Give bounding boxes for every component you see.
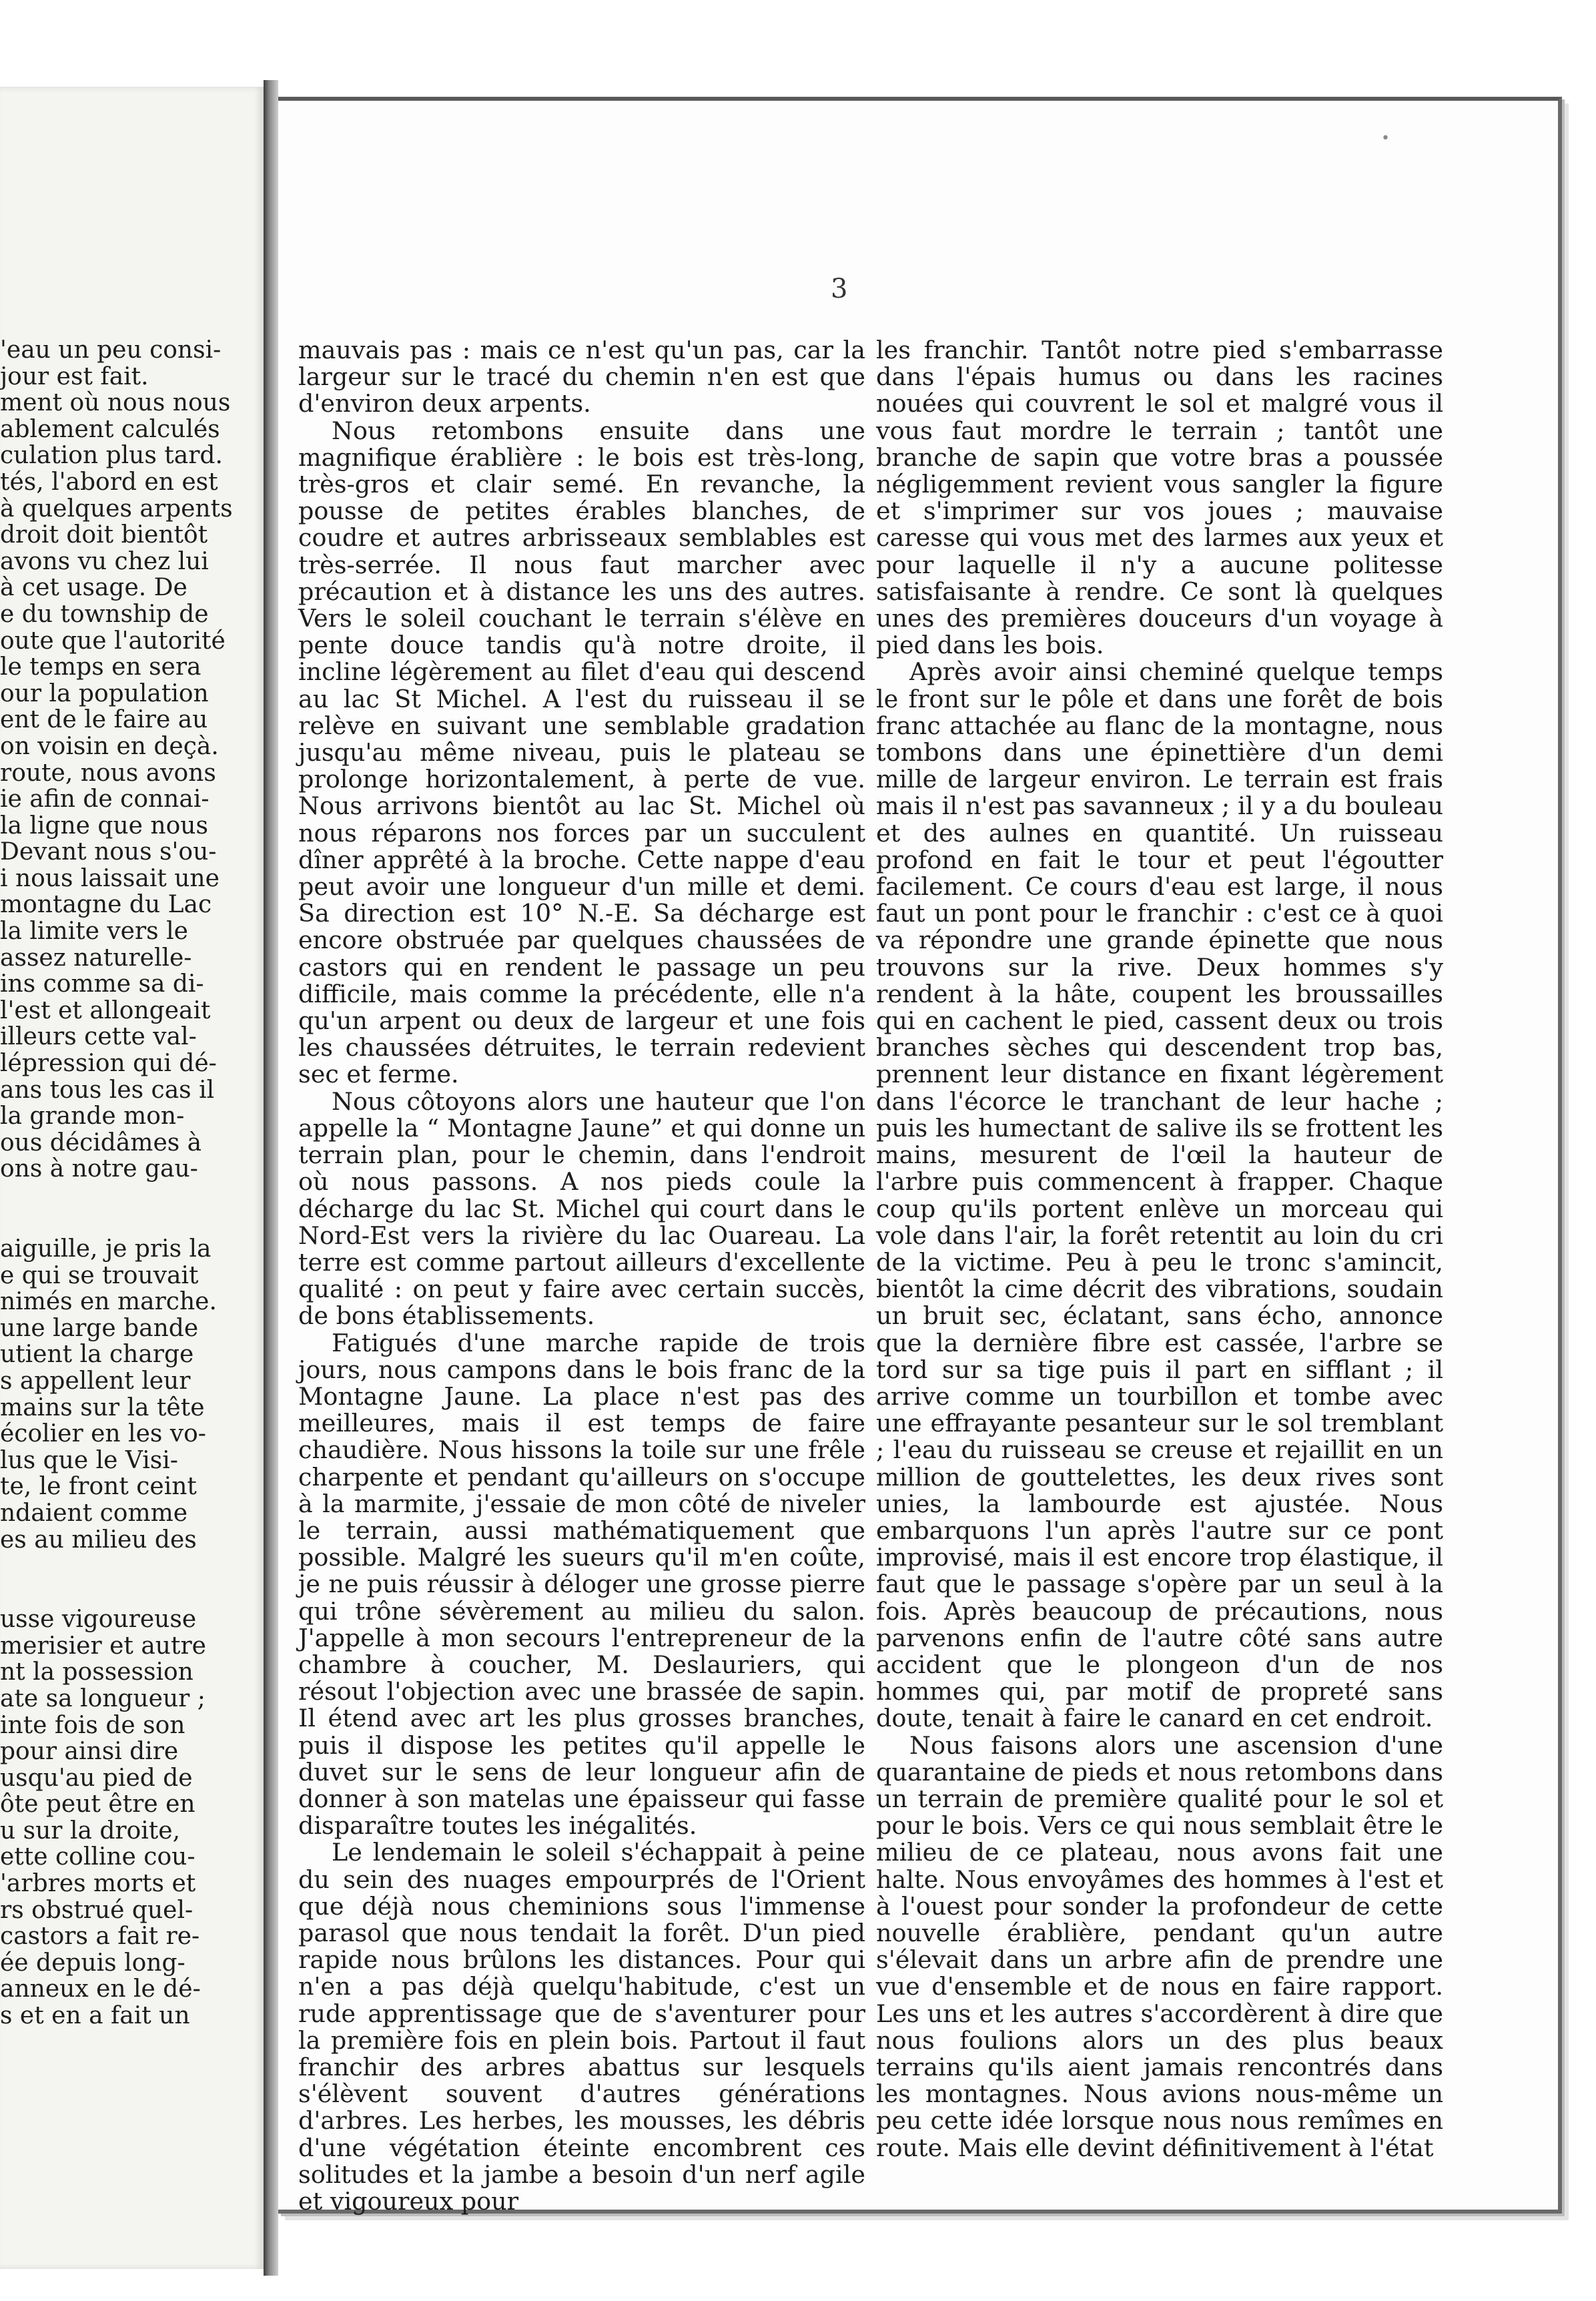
text-line: ndaient comme (0, 1499, 188, 1527)
paragraph: Fatigués d'une marche rapide de trois jours, nous campons dans le bois franc de la Montagne Jaune. La place n'est pas des meilleures, mais il est temps de faire chaudière. Nous hissons la toile sur une frêle charpente et pendant qu'ailleurs on s'occupe à la marmite, j'essaie de mon côté de niveler le terrain, aussi mathématiquement que possible. Malgré les sueurs qu'il m'en coûte, je ne puis réussir à déloger une grosse pierre qui trône sévèrement au milieu du salon. J'appelle à mon secours l'entrepreneur de la chambre à coucher, M. Deslauriers, qui résout l'objection avec une brassée de sapin. Il étend avec art les plus grosses branches, puis il dispose les petites qu'il appelle le duvet sur le sens de leur longueur afin de donner à son matelas une épaisseur qui fasse disparaître toutes les inégalités. (298, 1328, 865, 1841)
text-line: ment où nous nous (0, 389, 231, 417)
text-line: i nous laissait une (0, 864, 220, 892)
text-line: assez naturelle- (0, 944, 192, 972)
text-line: lus que le Visi- (0, 1446, 178, 1474)
paragraph-gap (0, 1553, 204, 1606)
text-line: ent de le faire au (0, 706, 208, 734)
text-line: la ligne que nous (0, 811, 208, 840)
paragraph: mauvais pas : mais ce n'est qu'un pas, car la largeur sur le tracé du chemin n'en est que d'environ deux arpents. (298, 336, 865, 418)
text-line: e du township de (0, 600, 209, 628)
text-line: écolier en les vo- (0, 1420, 206, 1448)
text-line: ons à notre gau- (0, 1155, 198, 1183)
text-line: droit doit bientôt (0, 521, 208, 549)
text-line: 'eau un peu consi- (0, 336, 222, 364)
text-line: à cet usage. De (0, 574, 187, 602)
text-line: pour ainsi dire (0, 1738, 179, 1766)
text-line: montagne du Lac (0, 891, 212, 919)
previous-page-fragment (0, 87, 264, 2269)
text-line: te, le front ceint (0, 1473, 197, 1501)
text-line: culation plus tard. (0, 442, 223, 470)
text-line: anneux en le dé- (0, 1975, 201, 2003)
paragraph: Nous faisons alors une ascension d'une quarantaine de pieds et nous retombons dans un terrain de première qualité pour le sol et pour le bois. Vers ce qui nous semblait être le milieu de ce plateau, nous avons fait une halte. Nous envoyâmes des hommes à l'est et à l'ouest pour sonder la profondeur de cette nouvelle érablière, pendant qu'un autre s'élevait dans un arbre afin de prendre une vue d'ensemble et de nous en faire rapport. Les uns et les autres s'accordèrent à dire que nous foulions alors un des plus beaux terrains qu'ils aient jamais rencontrés dans les montagnes. Nous avions nous-même un peu cette idée lorsque nous nous remîmes en route. Mais elle devint définitivement à l'état (876, 1730, 1443, 2162)
text-line: le temps en sera (0, 653, 202, 681)
text-line: une large bande (0, 1314, 199, 1342)
text-line: e qui se trouvait (0, 1261, 199, 1289)
text-line: es au milieu des (0, 1526, 197, 1554)
previous-page-text (0, 336, 233, 2030)
text-line: usqu'au pied de (0, 1764, 193, 1792)
paragraph: Nous côtoyons alors une hauteur que l'on appelle la “ Montagne Jaune” et qui donne un terrain plan, pour le chemin, dans l'endroit où nous passons. A nos pieds coule la décharge du lac St. Michel qui court dans le Nord-Est vers la rivière du lac Ouareau. La terre est comme partout ailleurs d'excellente qualité : on peut y faire avec certain succès, de bons établissements. (298, 1086, 865, 1331)
text-line: s et en a fait un (0, 2002, 190, 2030)
text-line: jour est fait. (0, 362, 149, 390)
book-gutter (264, 80, 278, 2276)
text-line: lépression qui dé- (0, 1050, 217, 1078)
text-line: nt la possession (0, 1658, 193, 1686)
text-line: ins comme sa di- (0, 970, 204, 998)
text-line: mains sur la tête (0, 1393, 205, 1421)
text-line: ette colline cou- (0, 1843, 195, 1871)
text-line: ous décidâmes à (0, 1128, 202, 1157)
text-line: merisier et autre (0, 1632, 206, 1660)
text-line: ôte peut être en (0, 1790, 195, 1819)
text-line: aiguille, je pris la (0, 1235, 212, 1263)
paragraph-gap (0, 1183, 204, 1236)
text-line: avons vu chez lui (0, 547, 209, 575)
text-line: 'arbres morts et (0, 1870, 196, 1898)
text-column-right (876, 337, 1443, 2162)
text-line: u sur la droite, (0, 1817, 181, 1845)
text-line: à quelques arpents (0, 495, 233, 523)
text-line: utient la charge (0, 1341, 194, 1369)
text-line: rs obstrué quel- (0, 1896, 193, 1924)
text-line: castors a fait re- (0, 1923, 200, 1951)
text-line: la limite vers le (0, 918, 188, 946)
text-line: nimés en marche. (0, 1288, 217, 1316)
text-line: illeurs cette val- (0, 1023, 197, 1051)
text-line: oute que l'autorité (0, 627, 226, 655)
paragraph: Après avoir ainsi cheminé quelque temps le front sur le pôle et dans une forêt de bois franc attachée au flanc de la montagne, nous tombons dans une épinettière d'un demi mille de largeur environ. Le terrain est frais mais il n'est pas savanneux ; il y a du bouleau et des aulnes en quantité. Un ruisseau profond en fait le tour et peut l'égoutter facilement. Ce cours d'eau est large, il nous faut un pont pour le franchir : c'est ce à quoi va répondre une grande épinette que nous trouvons sur la rive. Deux hommes s'y rendent à la hâte, coupent les broussailles qui en cachent le pied, cassent deux ou trois branches sèches qui descendent trop bas, prennent leur distance en fixant légèrement dans l'écorce le tranchant de leur hache ; puis les humectant de salive ils se frottent les mains, mesurent de l'œil la hauteur de l'arbre puis commencent à frapper. Chaque coup qu'ils portent enlève un morceau qui vole dans l'air, la forêt retentit au loin du cri de la victime. Peu à peu le tronc s'amincit, bientôt la cime décrit des vibrations, soudain un bruit sec, éclatant, sans écho, annonce que la dernière fibre est cassée, l'arbre se tord sur sa tige puis il part en sifflant ; il arrive comme un tourbillon et tombe avec une effrayante pesanteur sur le sol tremblant ; l'eau du ruisseau se creuse et rejaillit en un million de gouttelettes, les deux rives sont unies, la lambourde est ajustée. Nous embarquons l'un après l'autre sur ce pont improvisé, mais il est encore trop élastique, il faut que le passage s'opère par un seul à la fois. Après beaucoup de précautions, nous parvenons enfin de l'autre côté sans autre accident que le plongeon d'un de nos hommes qui, par motif de propreté sans doute, tenait à faire le canard en cet endroit. (876, 657, 1443, 1733)
text-line: ée depuis long- (0, 1949, 185, 1977)
text-line: la grande mon- (0, 1102, 185, 1130)
text-line: Devant nous s'ou- (0, 838, 217, 866)
text-line: ans tous les cas il (0, 1076, 215, 1104)
page-number: 3 (831, 274, 848, 304)
text-line: on voisin en deçà. (0, 732, 219, 760)
paragraph: Nous retombons ensuite dans une magnifique érablière : le bois est très-long, très-gros et clair semé. En revanche, la pousse de petites érables blanches, de coudre et autres arbrisseaux semblables est très-serrée. Il nous faut marcher avec précaution et à distance les uns des autres. Vers le soleil couchant le terrain s'élève en pente douce tandis qu'à notre droite, il incline légèrement au filet d'eau qui descend au lac St Michel. A l'est du ruisseau il se relève en suivant une semblable gradation jusqu'au même niveau, puis le plateau se prolonge horizontalement, à perte de vue. Nous arrivons bientôt au lac St. Michel où nous réparons nos forces par un succulent dîner apprêté à la broche. Cette nappe d'eau peut avoir une longueur d'un mille et demi. Sa direction est 10° N.-E. Sa décharge est encore obstruée par quelques chaussées de castors qui en rendent le passage un peu difficile, mais comme la précédente, elle n'a qu'un arpent ou deux de largeur et une fois les chaussées détruites, le terrain redevient sec et ferme. (298, 416, 865, 1089)
text-line: ie afin de connai- (0, 785, 210, 813)
text-line: ate sa longueur ; (0, 1684, 206, 1712)
text-line: s appellent leur (0, 1367, 191, 1395)
text-line: tés, l'abord en est (0, 468, 218, 496)
text-line: l'est et allongeait (0, 996, 211, 1024)
text-line: our la population (0, 679, 209, 707)
paragraph: les franchir. Tantôt notre pied s'embarrasse dans l'épais humus ou dans les racines nouées qui couvrent le sol et malgré vous il vous faut mordre le terrain ; tantôt une branche de sapin que votre bras a poussée négligemment revient vous sangler la figure et s'imprimer sur vos joues ; mauvaise caresse qui vous met des larmes aux yeux et pour laquelle il n'y a aucune politesse satisfaisante à rendre. Ce sont là quelques unes des premières douceurs d'un voyage à pied dans les bois. (876, 336, 1443, 660)
text-line: inte fois de son (0, 1711, 185, 1739)
text-line: route, nous avons (0, 759, 216, 787)
text-line: ablement calculés (0, 415, 220, 443)
text-line: usse vigoureuse (0, 1606, 197, 1634)
paragraph: Le lendemain le soleil s'échappait à peine du sein des nuages empourprés de l'Orient que déjà nous cheminions sous l'immense parasol que nous tendait la forêt. D'un pied rapide nous brûlons les distances. Pour qui n'en a pas déjà quelqu'habitude, c'est un rude apprentissage que de s'aventurer pour la première fois en plein bois. Partout il faut franchir des arbres abattus sur lesquels s'élèvent souvent d'autres générations d'arbres. Les herbes, les mousses, les débris d'une végétation éteinte encombrent ces solitudes et la jambe a besoin d'un nerf agile et vigoureux pour (298, 1838, 865, 2216)
corner-speck: • (1381, 130, 1390, 147)
text-column-left (298, 337, 865, 2215)
